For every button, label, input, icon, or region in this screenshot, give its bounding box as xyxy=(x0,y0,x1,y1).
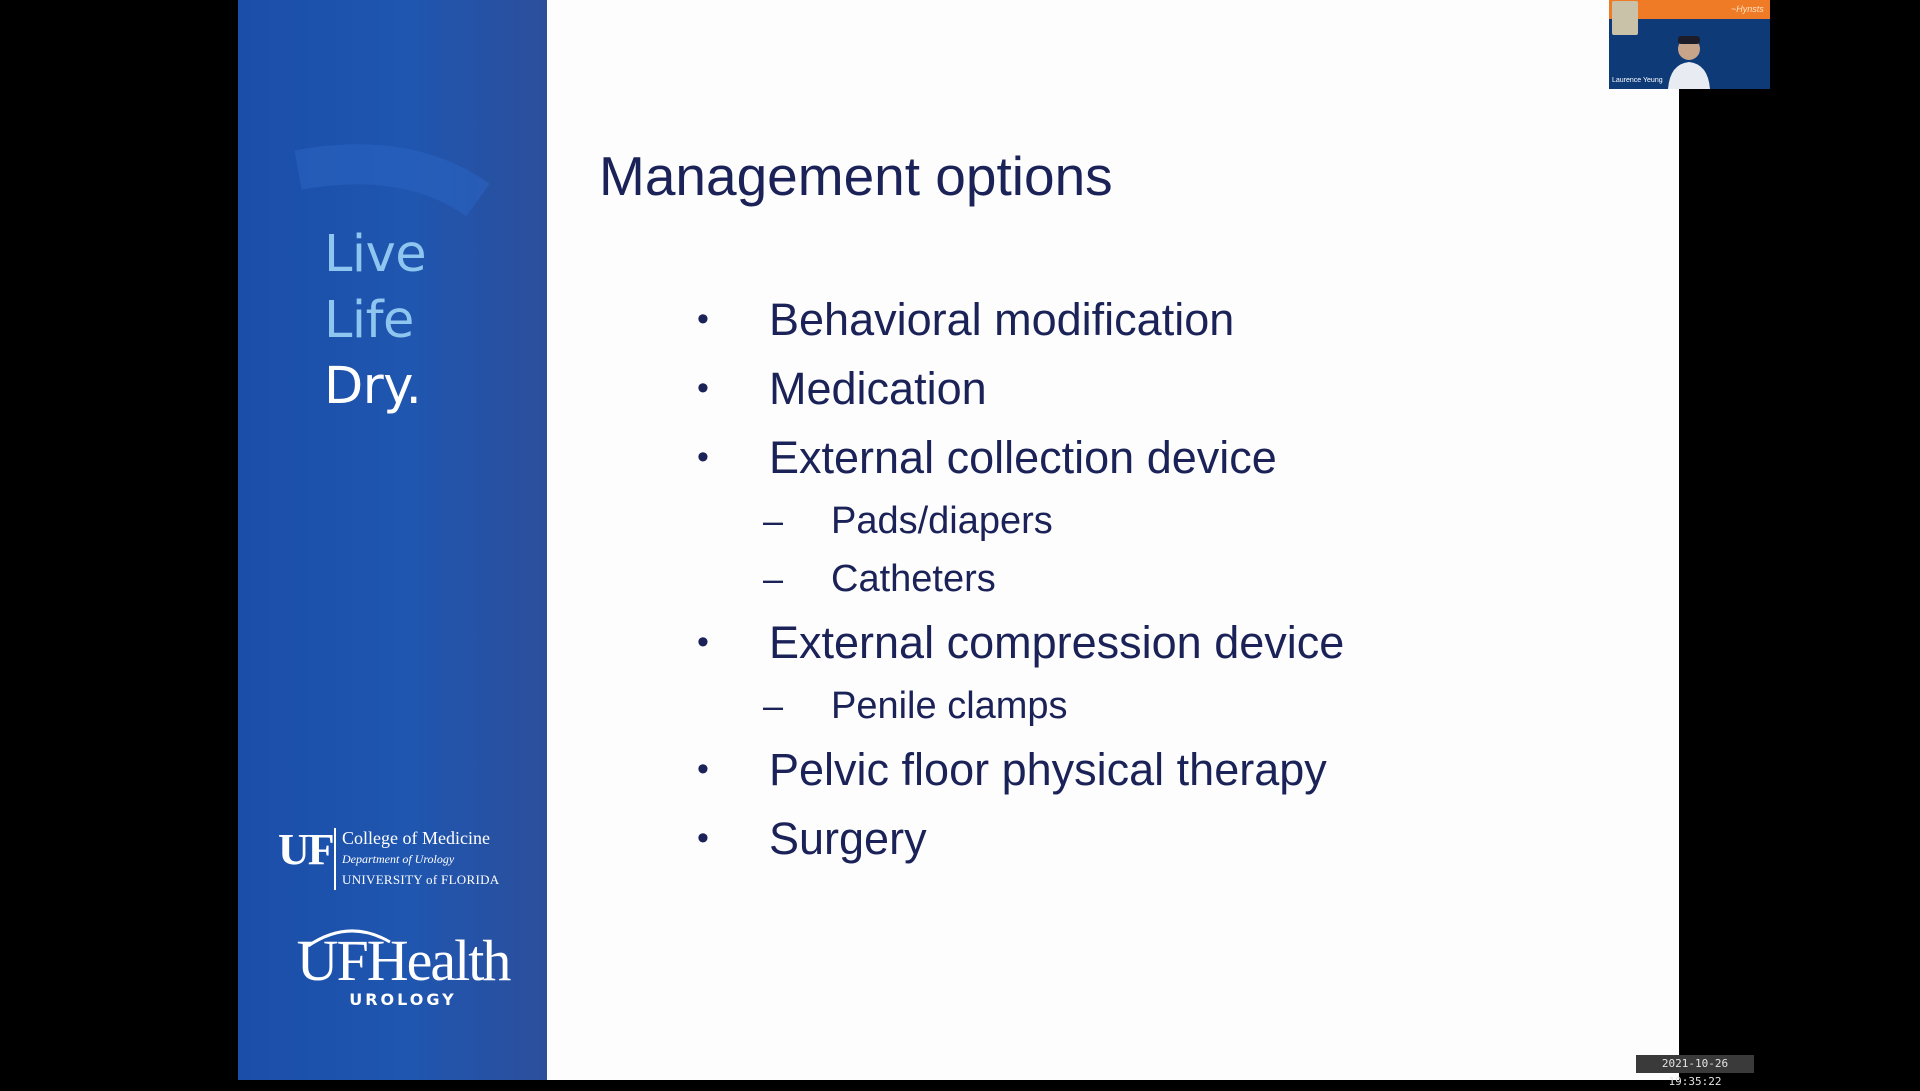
bullet-text: Surgery xyxy=(769,813,927,864)
college-name: College of Medicine xyxy=(342,828,490,848)
slide-sidebar-banner xyxy=(238,0,547,1080)
sub-bullet-text: Penile clamps xyxy=(831,685,1068,727)
participant-video-thumbnail[interactable] xyxy=(1609,0,1770,89)
bullet-marker: • xyxy=(697,300,709,338)
sub-bullet-text: Catheters xyxy=(831,558,996,600)
dash-marker: – xyxy=(763,558,784,599)
slide-title: Management options xyxy=(599,145,1113,207)
ufhealth-logo xyxy=(268,930,538,1009)
bullet-text: External collection device xyxy=(769,432,1277,483)
bullet-list xyxy=(688,285,1344,873)
bullet-text: External compression device xyxy=(769,617,1345,668)
bullet-item xyxy=(688,285,1344,354)
dash-marker: – xyxy=(763,685,784,726)
participant-avatar-icon xyxy=(1664,32,1714,89)
uf-college-logo xyxy=(278,826,528,896)
participant-name-label: Laurence Yeung xyxy=(1612,77,1663,84)
bullet-text: Pelvic floor physical therapy xyxy=(769,744,1327,795)
bullet-marker: • xyxy=(697,819,709,857)
bullet-item xyxy=(688,804,1344,873)
bullet-text: Behavioral modification xyxy=(769,294,1235,345)
sub-bullet-item xyxy=(688,677,1344,735)
tagline-line-3: Dry. xyxy=(324,357,422,416)
bullet-item xyxy=(688,354,1344,423)
tagline-line-2: Life xyxy=(324,291,414,350)
dash-marker: – xyxy=(763,500,784,541)
logo-divider xyxy=(334,828,336,890)
tagline-line-1: Live xyxy=(324,225,427,284)
thumbnail-logo-icon xyxy=(1612,1,1638,35)
ufhealth-arc-icon xyxy=(304,924,394,948)
bullet-marker: • xyxy=(697,623,709,661)
bullet-text: Medication xyxy=(769,363,987,414)
bullet-marker: • xyxy=(697,750,709,788)
bullet-item xyxy=(688,735,1344,804)
recording-timestamp: 2021-10-26 19:35:22 xyxy=(1636,1055,1754,1073)
presentation-slide xyxy=(238,0,1679,1080)
ufhealth-subtitle: UROLOGY xyxy=(349,990,457,1009)
sub-bullet-item xyxy=(688,550,1344,608)
department-name: Department of Urology xyxy=(342,852,455,866)
ufhealth-wordmark: UFHealth xyxy=(296,928,510,993)
bullet-marker: • xyxy=(697,438,709,476)
sub-bullet-item xyxy=(688,492,1344,550)
thumbnail-watermark: ~Hynsts xyxy=(1731,4,1764,14)
uf-monogram: UF xyxy=(278,825,333,874)
bullet-item xyxy=(688,608,1344,677)
bullet-marker: • xyxy=(697,369,709,407)
sub-bullet-text: Pads/diapers xyxy=(831,500,1053,542)
tagline xyxy=(324,222,426,420)
university-name: UNIVERSITY of FLORIDA xyxy=(342,872,500,887)
bullet-item xyxy=(688,423,1344,492)
